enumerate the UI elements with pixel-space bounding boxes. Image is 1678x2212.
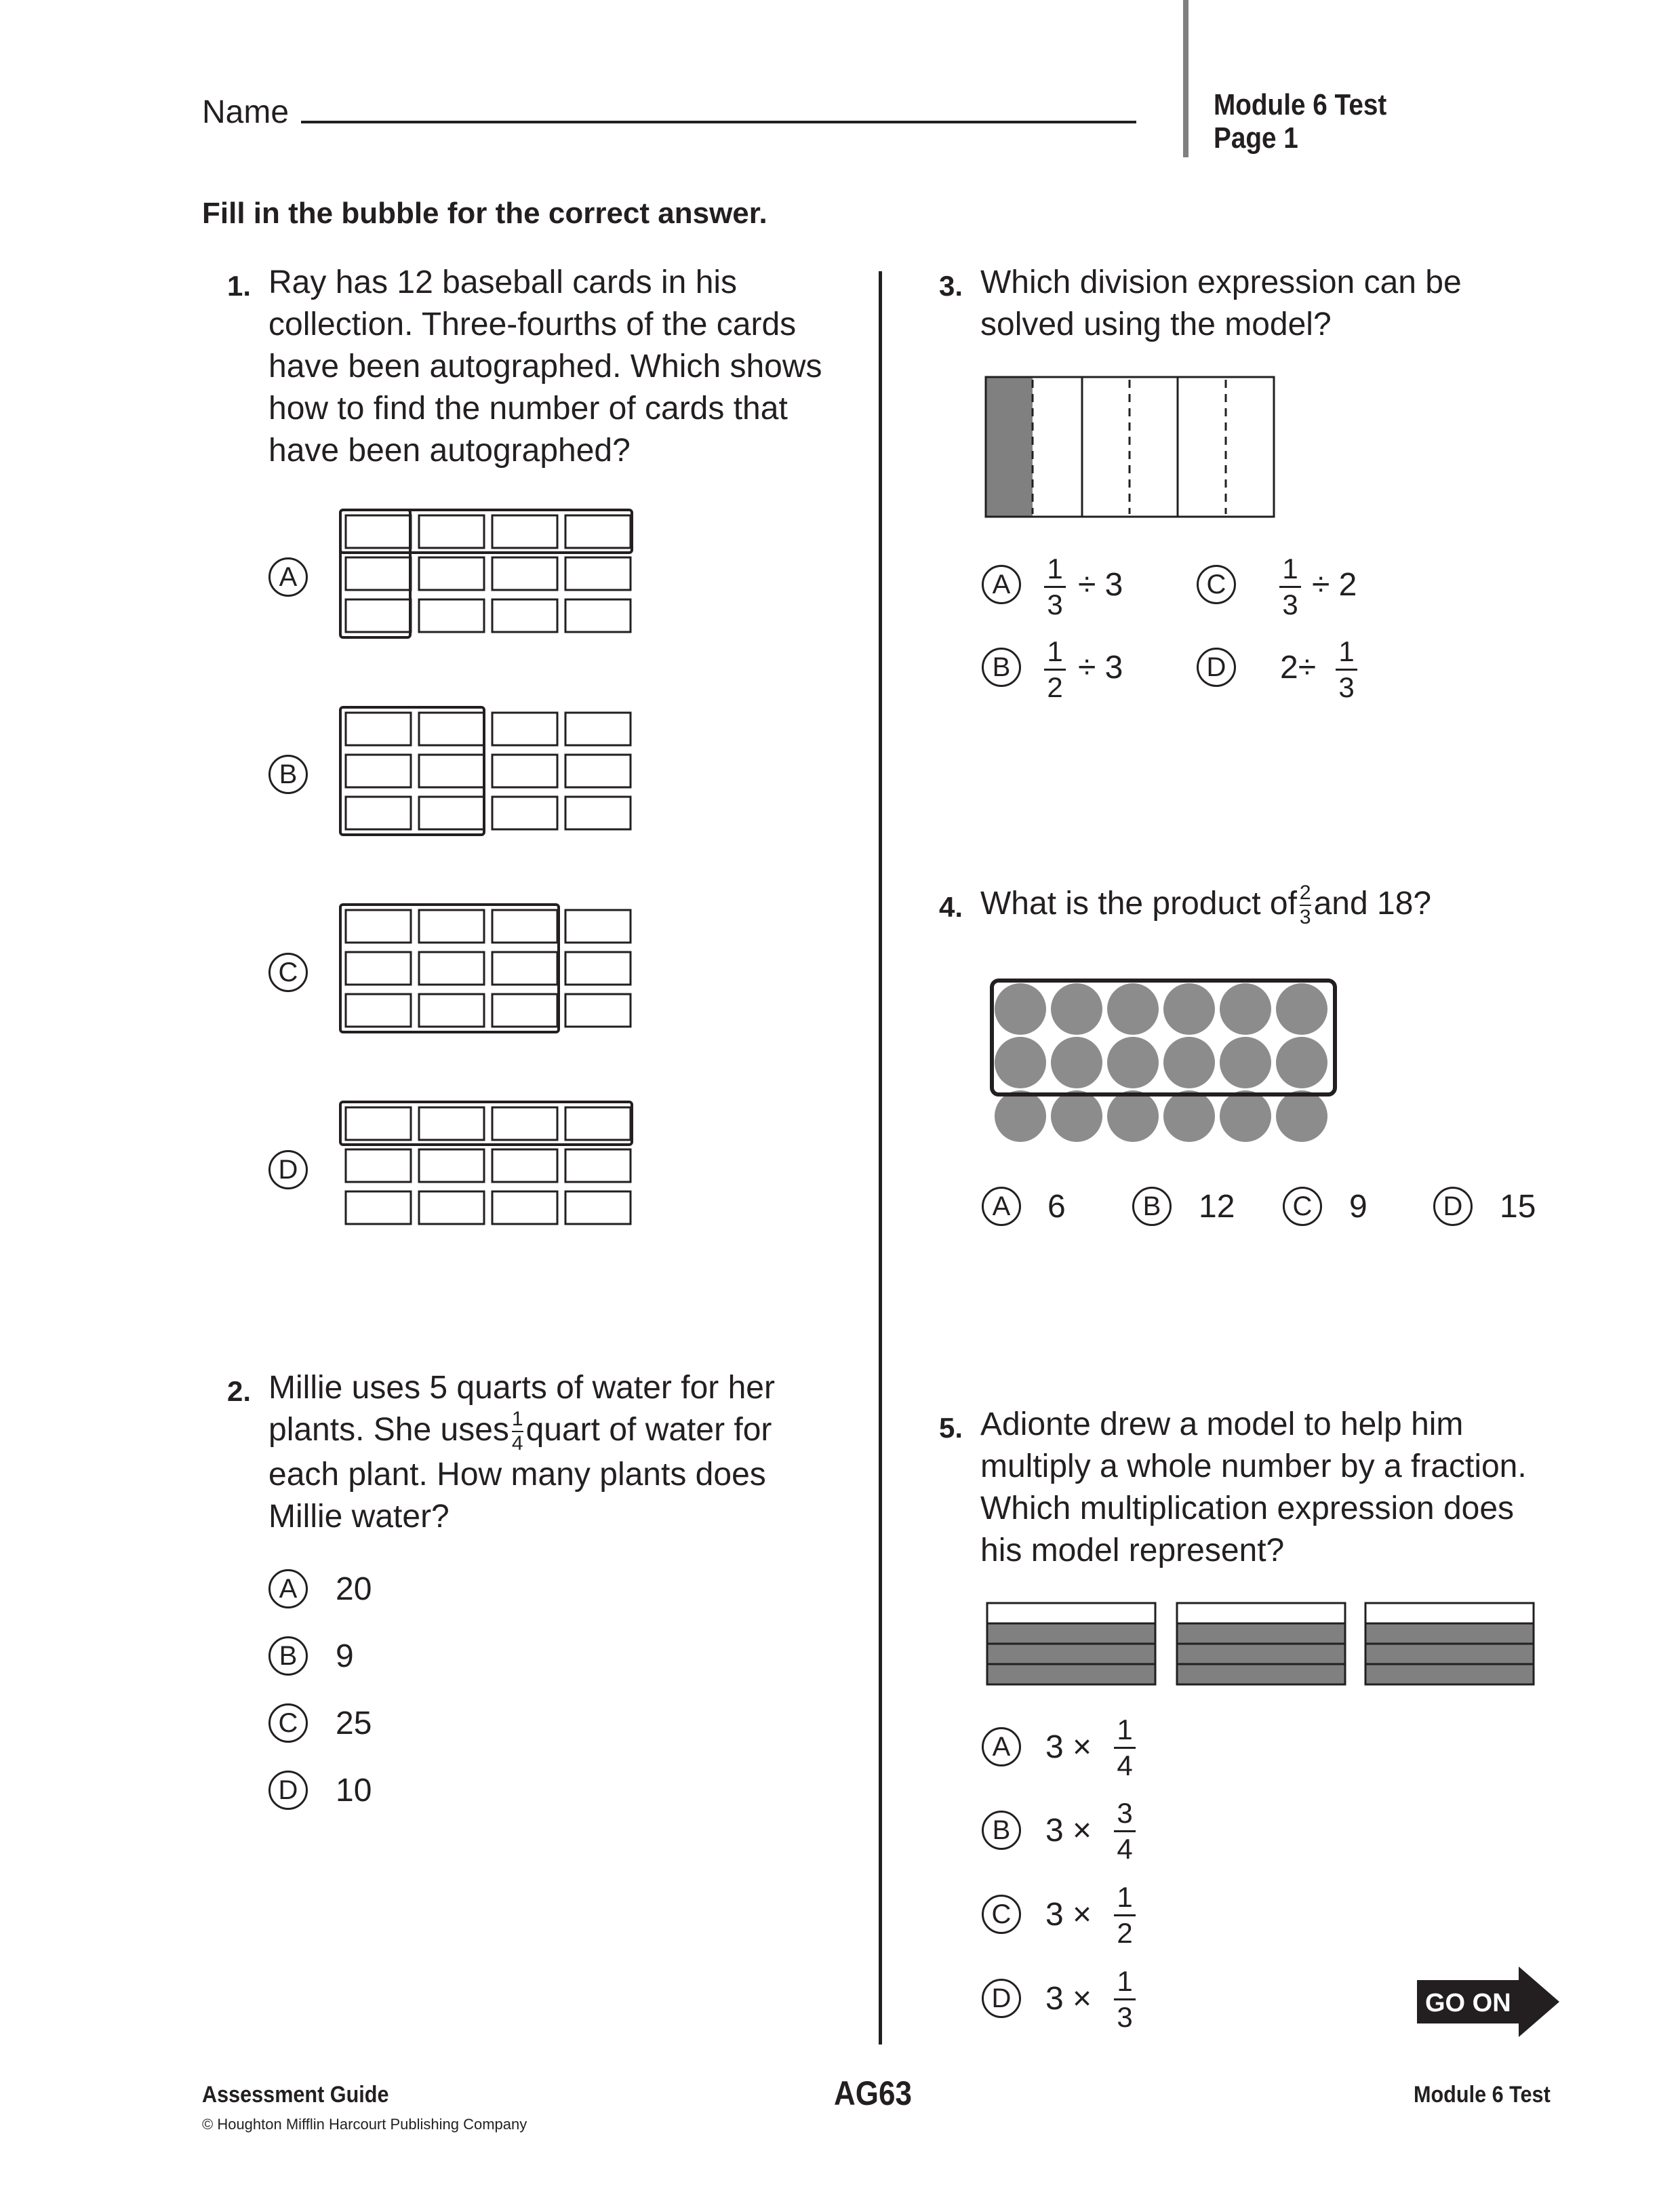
q1-grid-cell: [492, 994, 557, 1027]
q1-grid-cell: [419, 910, 484, 943]
q3-bubble-b[interactable]: B: [982, 648, 1021, 687]
q3-d-lead: 2÷: [1280, 650, 1317, 686]
q4-option-b: 12: [1199, 1189, 1235, 1225]
q5-number: 5.: [938, 1412, 963, 1444]
q4-counter: [995, 1037, 1046, 1088]
q2-line: [268, 1409, 775, 1454]
q5-a-fraction: [1114, 1716, 1136, 1780]
q5-a-den: 4: [1117, 1750, 1133, 1781]
q3-a-fraction: [1044, 555, 1066, 619]
q1-grid-cell: [492, 755, 557, 787]
q4-option-c: 9: [1349, 1189, 1367, 1225]
q1-grid-cell: [492, 1149, 557, 1182]
q3-c-fraction: [1279, 555, 1301, 619]
q4-counter: [1051, 1090, 1102, 1142]
q1-grid-cell: [419, 952, 484, 985]
q1-grid-cell: [419, 994, 484, 1027]
q1-grid-cell: [492, 1107, 557, 1140]
q2-line2-before: plants. She uses: [268, 1412, 509, 1448]
q1-text: [268, 262, 822, 472]
q1-grid-cell: [565, 1107, 631, 1140]
q1-line: have been autographed. Which shows: [268, 349, 822, 384]
q1-bubble-b[interactable]: B: [268, 755, 308, 794]
q1-grid-cell: [492, 952, 557, 985]
q2-line: Millie uses 5 quarts of water for her: [268, 1370, 775, 1406]
q3-d-num: 1: [1338, 635, 1355, 667]
q5-bubble-a[interactable]: A: [982, 1727, 1021, 1766]
q5-bar-part: [987, 1664, 1155, 1684]
q4-counter-model: [986, 976, 1339, 1153]
q5-text: [980, 1404, 1527, 1572]
q3-text: [980, 262, 1462, 346]
q1-grid-cell: [565, 797, 631, 829]
q4-counter: [1220, 1037, 1271, 1088]
q5-bar-part: [1177, 1603, 1345, 1623]
q4-counter: [1276, 1037, 1327, 1088]
q5-d-lead: 3 ×: [1045, 1981, 1092, 2017]
q4-bubble-c[interactable]: C: [1283, 1187, 1322, 1226]
q5-bar-part: [987, 1623, 1155, 1644]
q5-bar-part: [987, 1644, 1155, 1664]
q3-shaded-part: [986, 377, 1033, 517]
q5-c-num: 1: [1117, 1881, 1133, 1913]
q2-bubble-d[interactable]: D: [268, 1771, 308, 1810]
q4-counter: [995, 983, 1046, 1035]
q1-grid-cell: [346, 557, 411, 590]
q3-number: 3.: [938, 270, 963, 302]
q5-b-lead: 3 ×: [1045, 1813, 1092, 1849]
q3-line: solved using the model?: [980, 307, 1332, 342]
q5-d-num: 1: [1117, 1965, 1133, 1997]
q5-b-fraction: [1114, 1799, 1136, 1863]
q1-grid-cell: [565, 599, 631, 632]
q5-line: Adionte drew a model to help him: [980, 1406, 1464, 1442]
q5-bubble-d[interactable]: D: [982, 1979, 1021, 2018]
q1-grid-cell: [346, 797, 411, 829]
q1-array-models: [332, 502, 651, 1241]
q1-grid-cell: [492, 515, 557, 548]
q1-grid-cell: [346, 994, 411, 1027]
q1-grid-cell: [565, 994, 631, 1027]
q5-bubble-b[interactable]: B: [982, 1811, 1021, 1850]
q5-line: multiply a whole number by a fraction.: [980, 1448, 1527, 1484]
q5-bar-part: [1177, 1623, 1345, 1644]
footer-left: Assessment Guide: [202, 2082, 389, 2108]
q3-b-operation: ÷ 3: [1078, 650, 1123, 686]
q2-bubble-b[interactable]: B: [268, 1636, 308, 1676]
q5-bar-part: [987, 1603, 1155, 1623]
q4-counter: [1276, 1090, 1327, 1142]
q4-counter: [1051, 1037, 1102, 1088]
q4-text-after: and 18?: [1313, 886, 1432, 922]
q5-a-num: 1: [1117, 1714, 1133, 1745]
q3-c-operation: ÷ 2: [1312, 567, 1357, 603]
q1-line: how to find the number of cards that: [268, 391, 788, 427]
q2-option-b: 9: [336, 1638, 354, 1674]
q3-b-fraction: [1044, 637, 1066, 702]
q2-option-d: 10: [336, 1773, 372, 1809]
test-title-line2: Page 1: [1214, 121, 1298, 155]
q1-grid-cell: [346, 713, 411, 745]
q4-bubble-a[interactable]: A: [982, 1187, 1021, 1226]
q2-option-a: 20: [336, 1571, 372, 1607]
q1-b-outline: [340, 707, 484, 835]
q4-counter: [1276, 983, 1327, 1035]
q4-fraction: [1300, 883, 1311, 928]
q3-a-operation: ÷ 3: [1078, 567, 1123, 603]
column-divider: [879, 271, 882, 2045]
q1-grid-cell: [565, 515, 631, 548]
q1-grid-cell: [565, 557, 631, 590]
q5-c-lead: 3 ×: [1045, 1897, 1092, 1933]
q3-b-num: 1: [1047, 635, 1063, 667]
q4-counter: [1163, 983, 1215, 1035]
go-on-arrow[interactable]: [1417, 1967, 1566, 2041]
q5-bar-part: [1365, 1644, 1534, 1664]
footer-copyright: © Houghton Mifflin Harcourt Publishing Company: [202, 2116, 527, 2133]
q1-grid-cell: [565, 755, 631, 787]
q1-bubble-d[interactable]: D: [268, 1150, 308, 1189]
q3-bubble-a[interactable]: A: [982, 565, 1021, 604]
q1-grid-cell: [565, 713, 631, 745]
q5-c-fraction: [1114, 1883, 1136, 1948]
test-title: [1214, 88, 1386, 155]
q1-grid-cell: [419, 1149, 484, 1182]
q1-grid-cell: [492, 1191, 557, 1224]
name-label: Name: [202, 94, 289, 130]
q4-number: 4.: [938, 891, 963, 923]
q2-text: [268, 1367, 775, 1538]
q1-grid-cell: [419, 713, 484, 745]
q4-bubble-b[interactable]: B: [1132, 1187, 1172, 1226]
q1-grid-cell: [492, 557, 557, 590]
q1-bubble-a[interactable]: A: [268, 557, 308, 597]
q1-grid-group: [346, 515, 631, 1224]
q4-counter: [1051, 983, 1102, 1035]
q3-c-den: 3: [1282, 589, 1298, 620]
q1-grid-cell: [419, 515, 484, 548]
q5-line: Which multiplication expression does: [980, 1490, 1515, 1526]
q5-bar-part: [1177, 1644, 1345, 1664]
q1-grid-cell: [565, 910, 631, 943]
q3-bubble-c[interactable]: C: [1197, 565, 1236, 604]
q4-bubble-d[interactable]: D: [1433, 1187, 1473, 1226]
q1-grid-cell: [346, 1107, 411, 1140]
q1-grid-cell: [419, 599, 484, 632]
q1-grid-cell: [346, 599, 411, 632]
q5-bar-group: [987, 1603, 1534, 1684]
q2-line: Millie water?: [268, 1499, 450, 1535]
q3-bubble-d[interactable]: D: [1197, 648, 1236, 687]
q4-option-a: 6: [1047, 1189, 1066, 1225]
q1-grid-cell: [492, 910, 557, 943]
q1-c-outline: [340, 905, 559, 1032]
q1-bubble-c[interactable]: C: [268, 953, 308, 992]
q1-line: collection. Three-fourths of the cards: [268, 307, 797, 342]
q3-a-num: 1: [1047, 553, 1063, 585]
q3-b-den: 2: [1047, 671, 1063, 703]
q2-number: 2.: [226, 1375, 251, 1407]
q4-counter: [1220, 1090, 1271, 1142]
q2-frac-num: 1: [511, 1408, 523, 1431]
header-divider: [1183, 0, 1188, 157]
q2-option-c: 25: [336, 1705, 372, 1741]
q3-a-den: 3: [1047, 589, 1063, 620]
q5-a-lead: 3 ×: [1045, 1729, 1092, 1765]
q1-grid-cell: [419, 755, 484, 787]
q5-d-den: 3: [1117, 2001, 1133, 2033]
q1-grid-cell: [565, 1191, 631, 1224]
q2-bubble-c[interactable]: C: [268, 1703, 308, 1743]
go-on-label: GO ON: [1425, 1989, 1511, 2017]
q4-counter-group: [995, 983, 1327, 1142]
q3-d-fraction: [1336, 637, 1357, 702]
q5-bar-part: [1365, 1664, 1534, 1684]
q1-grid-cell: [492, 797, 557, 829]
q3-strip-model: [982, 373, 1280, 522]
test-title-line1: Module 6 Test: [1214, 88, 1387, 121]
q1-line: Ray has 12 baseball cards in his: [268, 264, 738, 300]
q1-grid-cell: [346, 1191, 411, 1224]
q4-counter: [1107, 1090, 1159, 1142]
q1-grid-cell: [565, 1149, 631, 1182]
q1-number: 1.: [226, 270, 251, 302]
q5-bubble-c[interactable]: C: [982, 1895, 1021, 1934]
q2-fraction: [512, 1409, 523, 1454]
q4-frac-den: 3: [1299, 906, 1311, 929]
q4-counter: [1163, 1090, 1215, 1142]
q3-c-num: 1: [1282, 553, 1298, 585]
q1-grid-cell: [419, 1191, 484, 1224]
q4-counter: [1220, 983, 1271, 1035]
q3-line: Which division expression can be: [980, 264, 1462, 300]
page-number: AG63: [834, 2074, 912, 2112]
q5-c-den: 2: [1117, 1917, 1133, 1949]
q1-grid-cell: [346, 515, 411, 548]
q2-bubble-a[interactable]: A: [268, 1569, 308, 1608]
q4-text: [980, 883, 1431, 928]
q5-bar-part: [1365, 1603, 1534, 1623]
q5-line: his model represent?: [980, 1533, 1285, 1568]
q1-grid-cell: [492, 599, 557, 632]
q2-line2-after: quart of water for: [525, 1412, 772, 1448]
q5-bar-part: [1365, 1623, 1534, 1644]
q1-line: have been autographed?: [268, 433, 631, 469]
footer-right: Module 6 Test: [1414, 2082, 1551, 2108]
q1-a-outline: [340, 510, 410, 637]
q5-b-den: 4: [1117, 1833, 1133, 1865]
q1-grid-cell: [346, 952, 411, 985]
q4-frac-num: 2: [1299, 882, 1311, 905]
q1-grid-cell: [565, 952, 631, 985]
q2-line: each plant. How many plants does: [268, 1457, 766, 1493]
q4-counter: [1163, 1037, 1215, 1088]
q4-counter: [1107, 1037, 1159, 1088]
q5-d-fraction: [1114, 1967, 1136, 2032]
q3-d-den: 3: [1338, 671, 1355, 703]
q4-counter: [995, 1090, 1046, 1142]
q1-grid-cell: [492, 713, 557, 745]
name-field[interactable]: [301, 121, 1136, 123]
q1-grid-cell: [419, 557, 484, 590]
q4-text-before: What is the product of: [980, 886, 1297, 922]
q1-grid-cell: [346, 1149, 411, 1182]
q1-grid-cell: [346, 910, 411, 943]
q5-bar-model: [984, 1600, 1540, 1695]
q5-bar-part: [1177, 1664, 1345, 1684]
q1-grid-cell: [419, 797, 484, 829]
instructions: Fill in the bubble for the correct answer.: [202, 197, 767, 230]
q1-grid-cell: [346, 755, 411, 787]
q4-counter: [1107, 983, 1159, 1035]
q4-option-d: 15: [1500, 1189, 1536, 1225]
q1-grid-cell: [419, 1107, 484, 1140]
q2-frac-den: 4: [511, 1432, 523, 1455]
q5-b-num: 3: [1117, 1797, 1133, 1829]
